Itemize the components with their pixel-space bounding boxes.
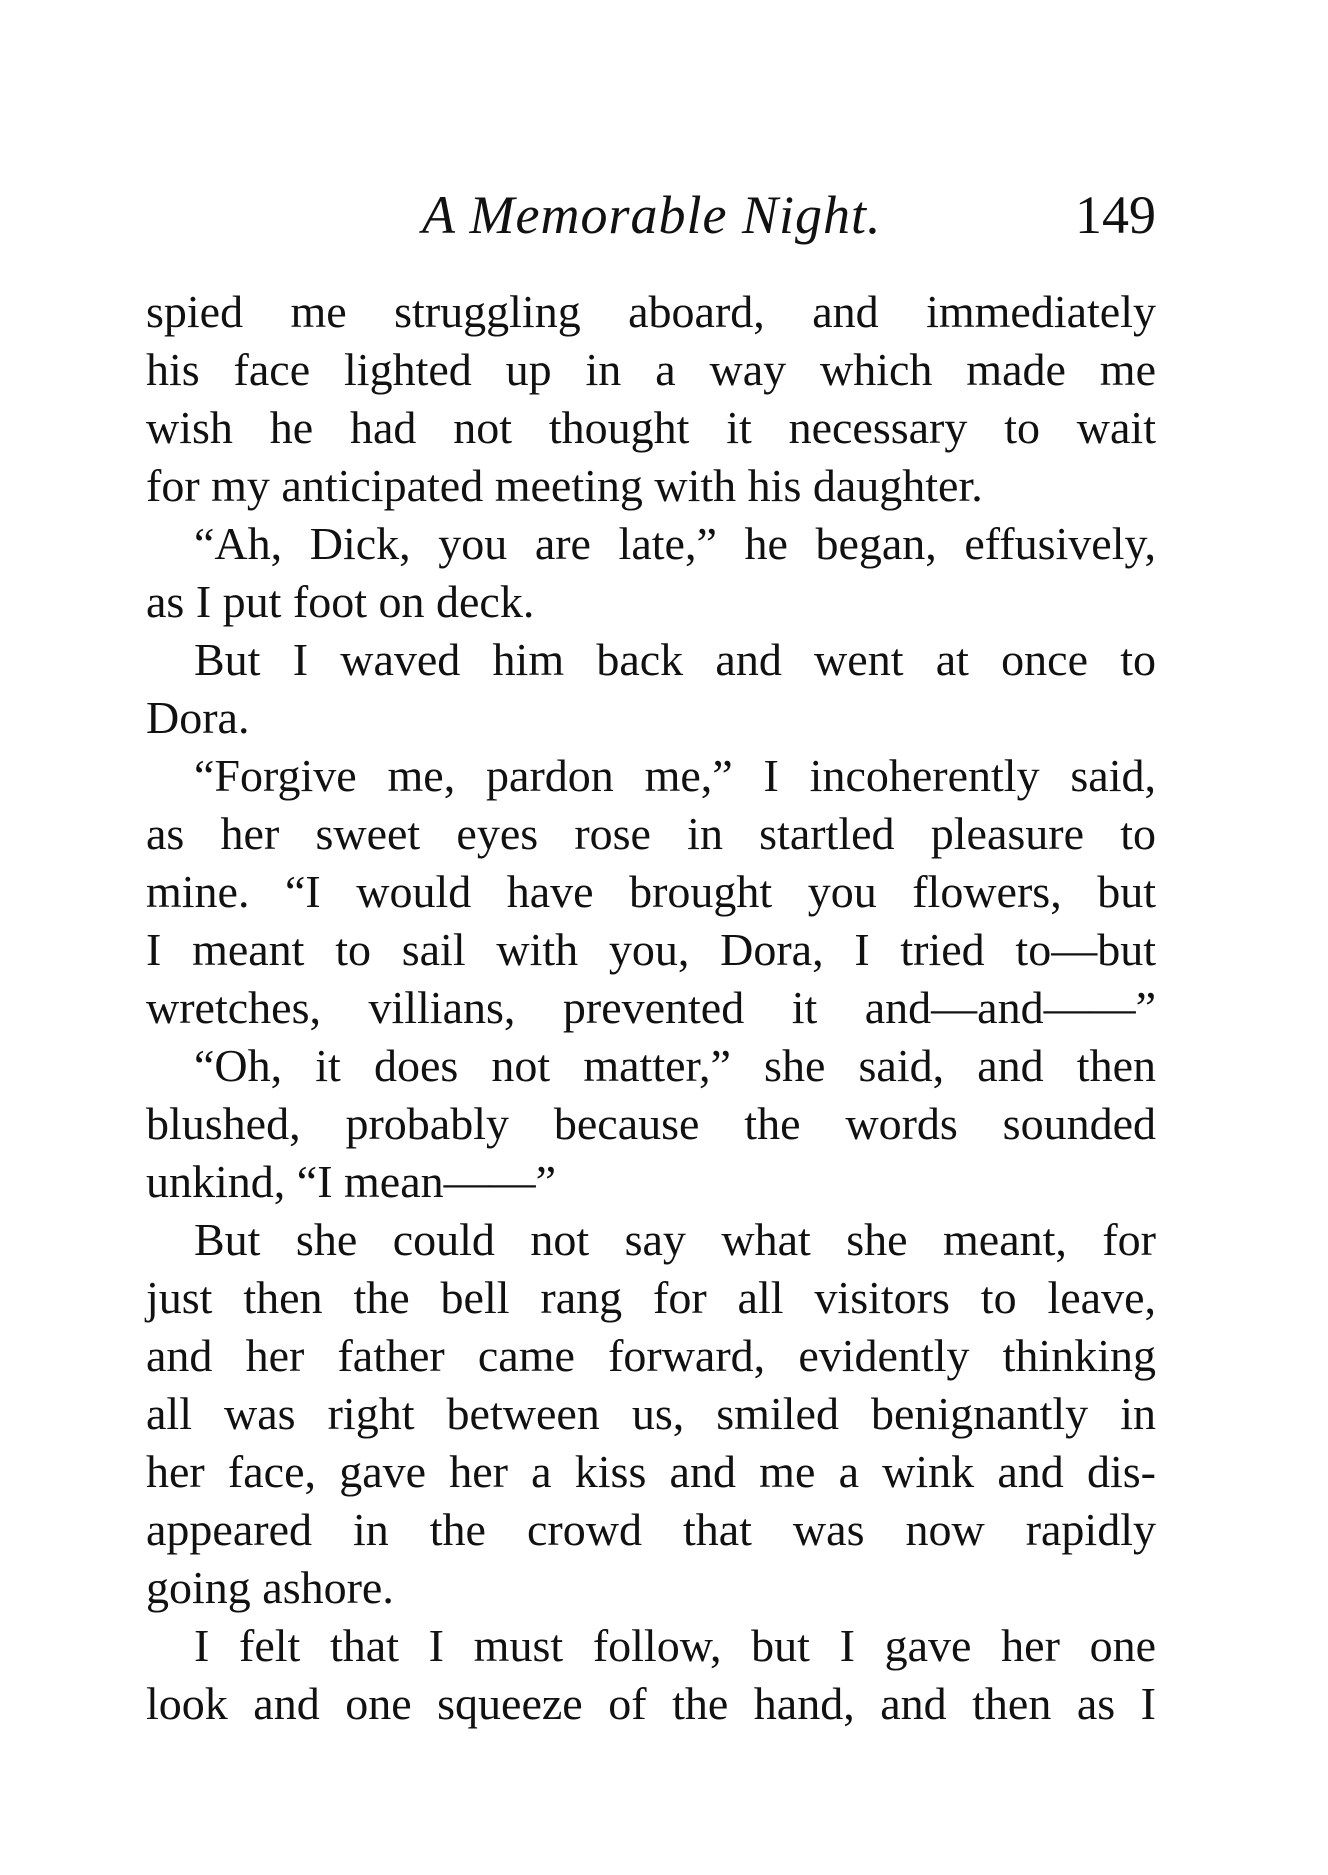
- text-line: his face lighted up in a way which made me: [146, 344, 1156, 395]
- text-line: blushed, probably because the words sounded: [146, 1098, 1156, 1149]
- text-line: But she could not say what she meant, for: [194, 1214, 1156, 1265]
- text-line: her face, gave her a kiss and me a wink and dis-: [146, 1446, 1156, 1497]
- text-line: just then the bell rang for all visitors to leave,: [146, 1272, 1156, 1323]
- text-line: look and one squeeze of the hand, and then as I: [146, 1678, 1156, 1729]
- text-line: as I put foot on deck.: [146, 576, 535, 627]
- text-line: But I waved him back and went at once to: [194, 634, 1156, 685]
- text-line: wish he had not thought it necessary to wait: [146, 402, 1156, 453]
- text-line: appeared in the crowd that was now rapidly: [146, 1504, 1156, 1555]
- text-line: as her sweet eyes rose in startled pleasure to: [146, 808, 1156, 859]
- text-line: I meant to sail with you, Dora, I tried to—but: [146, 924, 1156, 975]
- text-line: Dora.: [146, 692, 250, 743]
- text-line: and her father came forward, evidently thinking: [146, 1330, 1156, 1381]
- page-number: 149: [1075, 185, 1156, 245]
- text-line: all was right between us, smiled benignantly in: [146, 1388, 1156, 1439]
- text-line: going ashore.: [146, 1562, 394, 1613]
- text-line: unkind, “I mean——”: [146, 1156, 557, 1207]
- running-head: [146, 180, 1156, 250]
- text-line: spied me struggling aboard, and immediately: [146, 286, 1156, 337]
- text-line: “Ah, Dick, you are late,” he began, effusively,: [194, 518, 1156, 569]
- text-line: “Oh, it does not matter,” she said, and then: [194, 1040, 1156, 1091]
- text-line: “Forgive me, pardon me,” I incoherently said,: [194, 750, 1156, 801]
- text-line: for my anticipated meeting with his daughter.: [146, 460, 983, 511]
- text-line: wretches, villians, prevented it and—and——”: [146, 982, 1156, 1033]
- running-title: A Memorable Night.: [422, 185, 882, 245]
- text-line: I felt that I must follow, but I gave her one: [194, 1620, 1156, 1671]
- body-text: [146, 283, 1156, 1733]
- text-line: mine. “I would have brought you flowers, but: [146, 866, 1156, 917]
